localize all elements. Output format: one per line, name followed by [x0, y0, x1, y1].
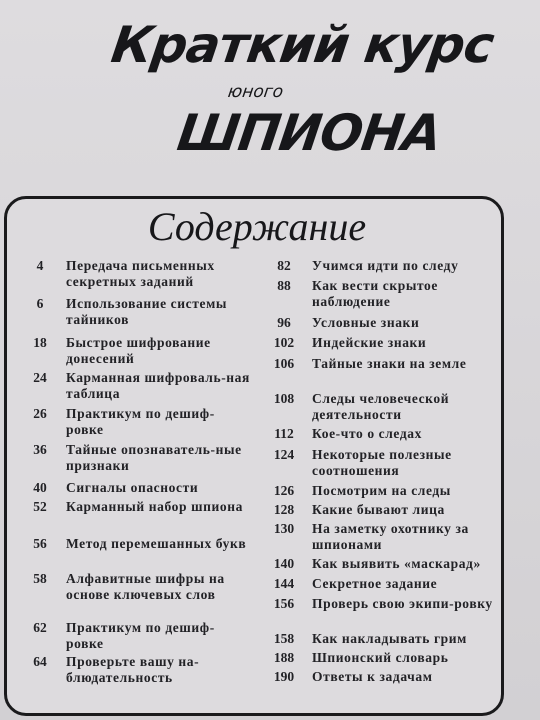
toc-entry[interactable] [266, 669, 496, 687]
toc-entry-title: Как вести скрытое наблюдение [312, 278, 438, 309]
toc-page-number: 36 [33, 442, 47, 457]
toc-entry-title: Ответы к задачам [312, 669, 433, 684]
toc-entry[interactable] [22, 442, 254, 476]
toc-entry-title: Некоторые полезные соотношения [312, 447, 452, 478]
toc-page-number: 140 [273, 556, 295, 571]
toc-entry-title: Посмотрим на следы [312, 483, 451, 498]
toc-entry[interactable] [266, 631, 496, 649]
toc-entry-title: Как выявить «маскарад» [312, 556, 481, 571]
toc-entry[interactable] [266, 391, 496, 425]
toc-entry-title: Практикум по дешиф-ровке [66, 406, 215, 437]
toc-entry[interactable] [22, 480, 254, 498]
toc-entry[interactable] [22, 499, 254, 533]
toc-page-number: 24 [33, 370, 47, 385]
toc-entry-title: Условные знаки [312, 315, 420, 330]
toc-entry[interactable] [266, 650, 496, 668]
toc-page-number: 18 [33, 335, 47, 350]
toc-page-number: 124 [273, 447, 295, 462]
toc-entry-title: Быстрое шифрование донесений [66, 335, 211, 366]
toc-entry-title: Проверьте вашу на-блюдательность [66, 654, 200, 685]
toc-page-number: 64 [33, 654, 47, 669]
title-line-3: ШПИОНА [173, 104, 445, 162]
toc-entry[interactable] [22, 620, 254, 654]
toc-entry-title: Использование системы тайников [66, 296, 228, 327]
toc-page-number: 106 [273, 356, 295, 371]
toc-entry-title: Метод перемешанных букв [66, 536, 247, 551]
toc-entry-title: Индейские знаки [312, 335, 427, 350]
toc-page-number: 52 [33, 499, 47, 514]
toc-entry-title: Как накладывать грим [312, 631, 467, 646]
toc-entry[interactable] [22, 654, 254, 688]
toc-entry-title: Следы человеческой деятельности [312, 391, 450, 422]
title-line-1: Краткий курс [107, 16, 497, 74]
toc-entry-title: Какие бывают лица [312, 502, 445, 517]
toc-entry[interactable] [22, 571, 254, 621]
toc-entry-title: Тайные знаки на земле [312, 356, 467, 371]
toc-page-number: 40 [33, 480, 47, 495]
toc-page-number: 108 [273, 391, 295, 406]
toc-entry[interactable] [22, 536, 254, 570]
toc-entry-title: Учимся идти по следу [312, 258, 459, 273]
toc-entry[interactable] [266, 278, 496, 312]
toc-entry[interactable] [266, 521, 496, 555]
toc-entry[interactable] [22, 370, 254, 404]
toc-entry[interactable] [266, 556, 496, 574]
toc-entry-title: Карманная шифроваль-ная таблица [66, 370, 250, 401]
toc-entry[interactable] [22, 335, 254, 369]
toc-page-number: 26 [33, 406, 47, 421]
toc-entry-title: На заметку охотнику за шпионами [312, 521, 469, 552]
toc-entry-title: Алфавитные шифры на основе ключевых слов [66, 571, 225, 602]
toc-entry-title: Передача письменных секретных заданий [66, 258, 215, 289]
toc-entry[interactable] [22, 406, 254, 440]
toc-entry-title: Кое-что о следах [312, 426, 422, 441]
cover-title [0, 0, 540, 195]
toc-entry-title: Секретное задание [312, 576, 438, 591]
toc-page-number: 4 [36, 258, 44, 273]
toc-page-number: 112 [274, 426, 294, 441]
toc-entry-title: Проверь свою экипи-ровку [312, 596, 493, 611]
toc-entry-title: Практикум по дешиф-ровке [66, 620, 215, 651]
toc-entry[interactable] [266, 315, 496, 333]
toc-entry-title: Тайные опознаватель-ные признаки [66, 442, 242, 473]
toc-page-number: 58 [33, 571, 47, 586]
toc-entry[interactable] [22, 296, 254, 330]
toc-entry[interactable] [266, 258, 496, 276]
toc-entry[interactable] [266, 483, 496, 501]
toc-page-number: 96 [277, 315, 291, 330]
toc-entry[interactable] [266, 447, 496, 481]
title-line-2: юного [226, 82, 285, 102]
toc-page-number: 128 [273, 502, 295, 517]
toc-page-number: 158 [273, 631, 295, 646]
toc-page-number: 88 [277, 278, 291, 293]
toc-entry[interactable] [266, 335, 496, 353]
toc-entry[interactable] [266, 502, 496, 520]
toc-page-number: 56 [33, 536, 47, 551]
toc-entry[interactable] [266, 576, 496, 594]
toc-entry-title: Шпионский словарь [312, 650, 449, 665]
toc-page-number: 156 [273, 596, 295, 611]
toc-page-number: 144 [273, 576, 295, 591]
toc-page-number: 190 [273, 669, 295, 684]
toc-page-number: 6 [36, 296, 44, 311]
toc-page-number: 82 [277, 258, 291, 273]
toc-page-number: 130 [273, 521, 295, 536]
toc-entry-title: Сигналы опасности [66, 480, 199, 495]
toc-page-number: 126 [273, 483, 295, 498]
toc-page-number: 102 [273, 335, 295, 350]
toc-heading: Содержание [147, 204, 367, 249]
toc-entry-title: Карманный набор шпиона [66, 499, 243, 514]
toc-entry[interactable] [266, 356, 496, 390]
toc-page-number: 188 [273, 650, 295, 665]
toc-entry[interactable] [266, 426, 496, 444]
toc-page-number: 62 [33, 620, 47, 635]
toc-entry[interactable] [22, 258, 254, 292]
toc-entry[interactable] [266, 596, 496, 630]
